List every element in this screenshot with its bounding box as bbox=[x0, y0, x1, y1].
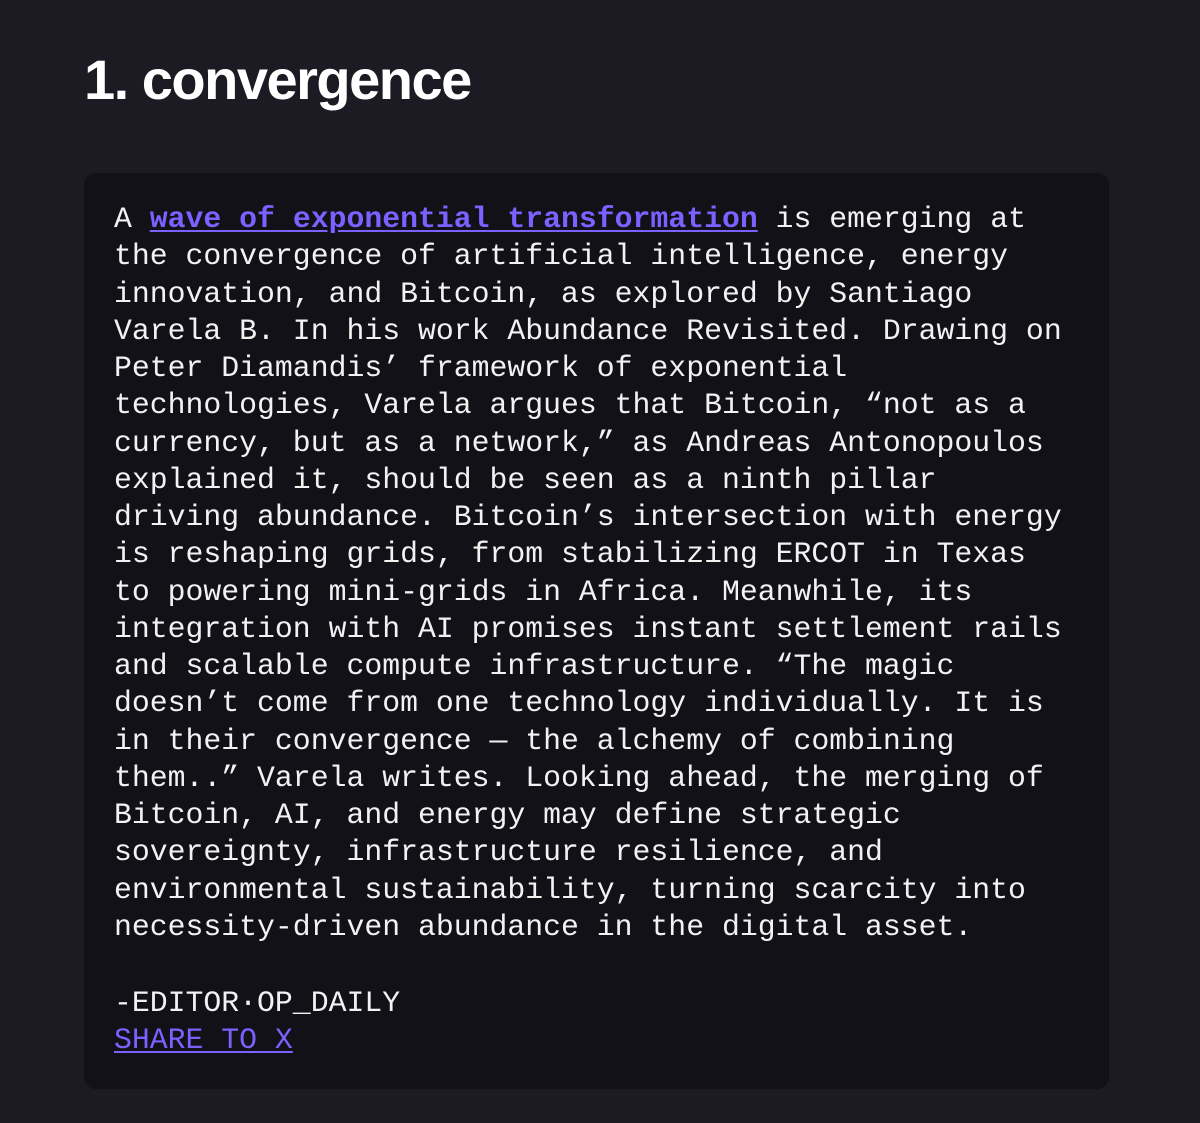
article-line: driving abundance. Bitcoin’s intersection with energy bbox=[114, 500, 1062, 534]
article-line: doesn’t come from one technology individually. It is bbox=[114, 686, 1044, 721]
article-line: technologies, Varela argues that Bitcoin, “not as a bbox=[114, 388, 1026, 423]
article-line: in their convergence — the alchemy of combining bbox=[114, 723, 955, 758]
article-line: Varela B. In his work Abundance Revisited. Drawing on bbox=[114, 313, 1062, 348]
article-line: integration with AI promises instant settlement rails bbox=[114, 611, 1062, 646]
article-line: and scalable compute infrastructure. “The magic bbox=[114, 649, 955, 683]
article-lead-word: A bbox=[114, 202, 150, 236]
share-to-x-link[interactable]: SHARE TO X bbox=[114, 1023, 293, 1057]
article-line: Peter Diamandis’ framework of exponential bbox=[114, 351, 848, 385]
article-line: sovereignty, infrastructure resilience, and bbox=[114, 835, 883, 870]
article-body bbox=[114, 201, 1094, 946]
article-line: to powering mini-grids in Africa. Meanwhile, its bbox=[114, 574, 973, 609]
article-card bbox=[84, 173, 1109, 1089]
exponential-transformation-link[interactable]: wave of exponential transformation bbox=[149, 202, 758, 236]
article-line: necessity-driven abundance in the digital asset. bbox=[114, 909, 973, 944]
article-line: them..” Varela writes. Looking ahead, the merging of bbox=[114, 760, 1044, 795]
article-line: is reshaping grids, from stabilizing ERCOT in Texas bbox=[114, 537, 1026, 572]
article-line: the convergence of artificial intelligence, energy bbox=[114, 239, 1009, 274]
article-line: environmental sustainability, turning scarcity into bbox=[114, 872, 1026, 907]
editor-signature: -EDITOR·OP_DAILY bbox=[114, 986, 401, 1020]
article-line: explained it, should be seen as a ninth pillar bbox=[114, 462, 937, 497]
article-line: innovation, and Bitcoin, as explored by Santiago bbox=[114, 276, 973, 311]
article-line: currency, but as a network,” as Andreas Antonopoulos bbox=[114, 425, 1044, 460]
section-title: 1. convergence bbox=[84, 48, 471, 111]
article-line: Bitcoin, AI, and energy may define strategic bbox=[114, 798, 901, 832]
article-text-after-link: is emerging at bbox=[757, 202, 1026, 236]
